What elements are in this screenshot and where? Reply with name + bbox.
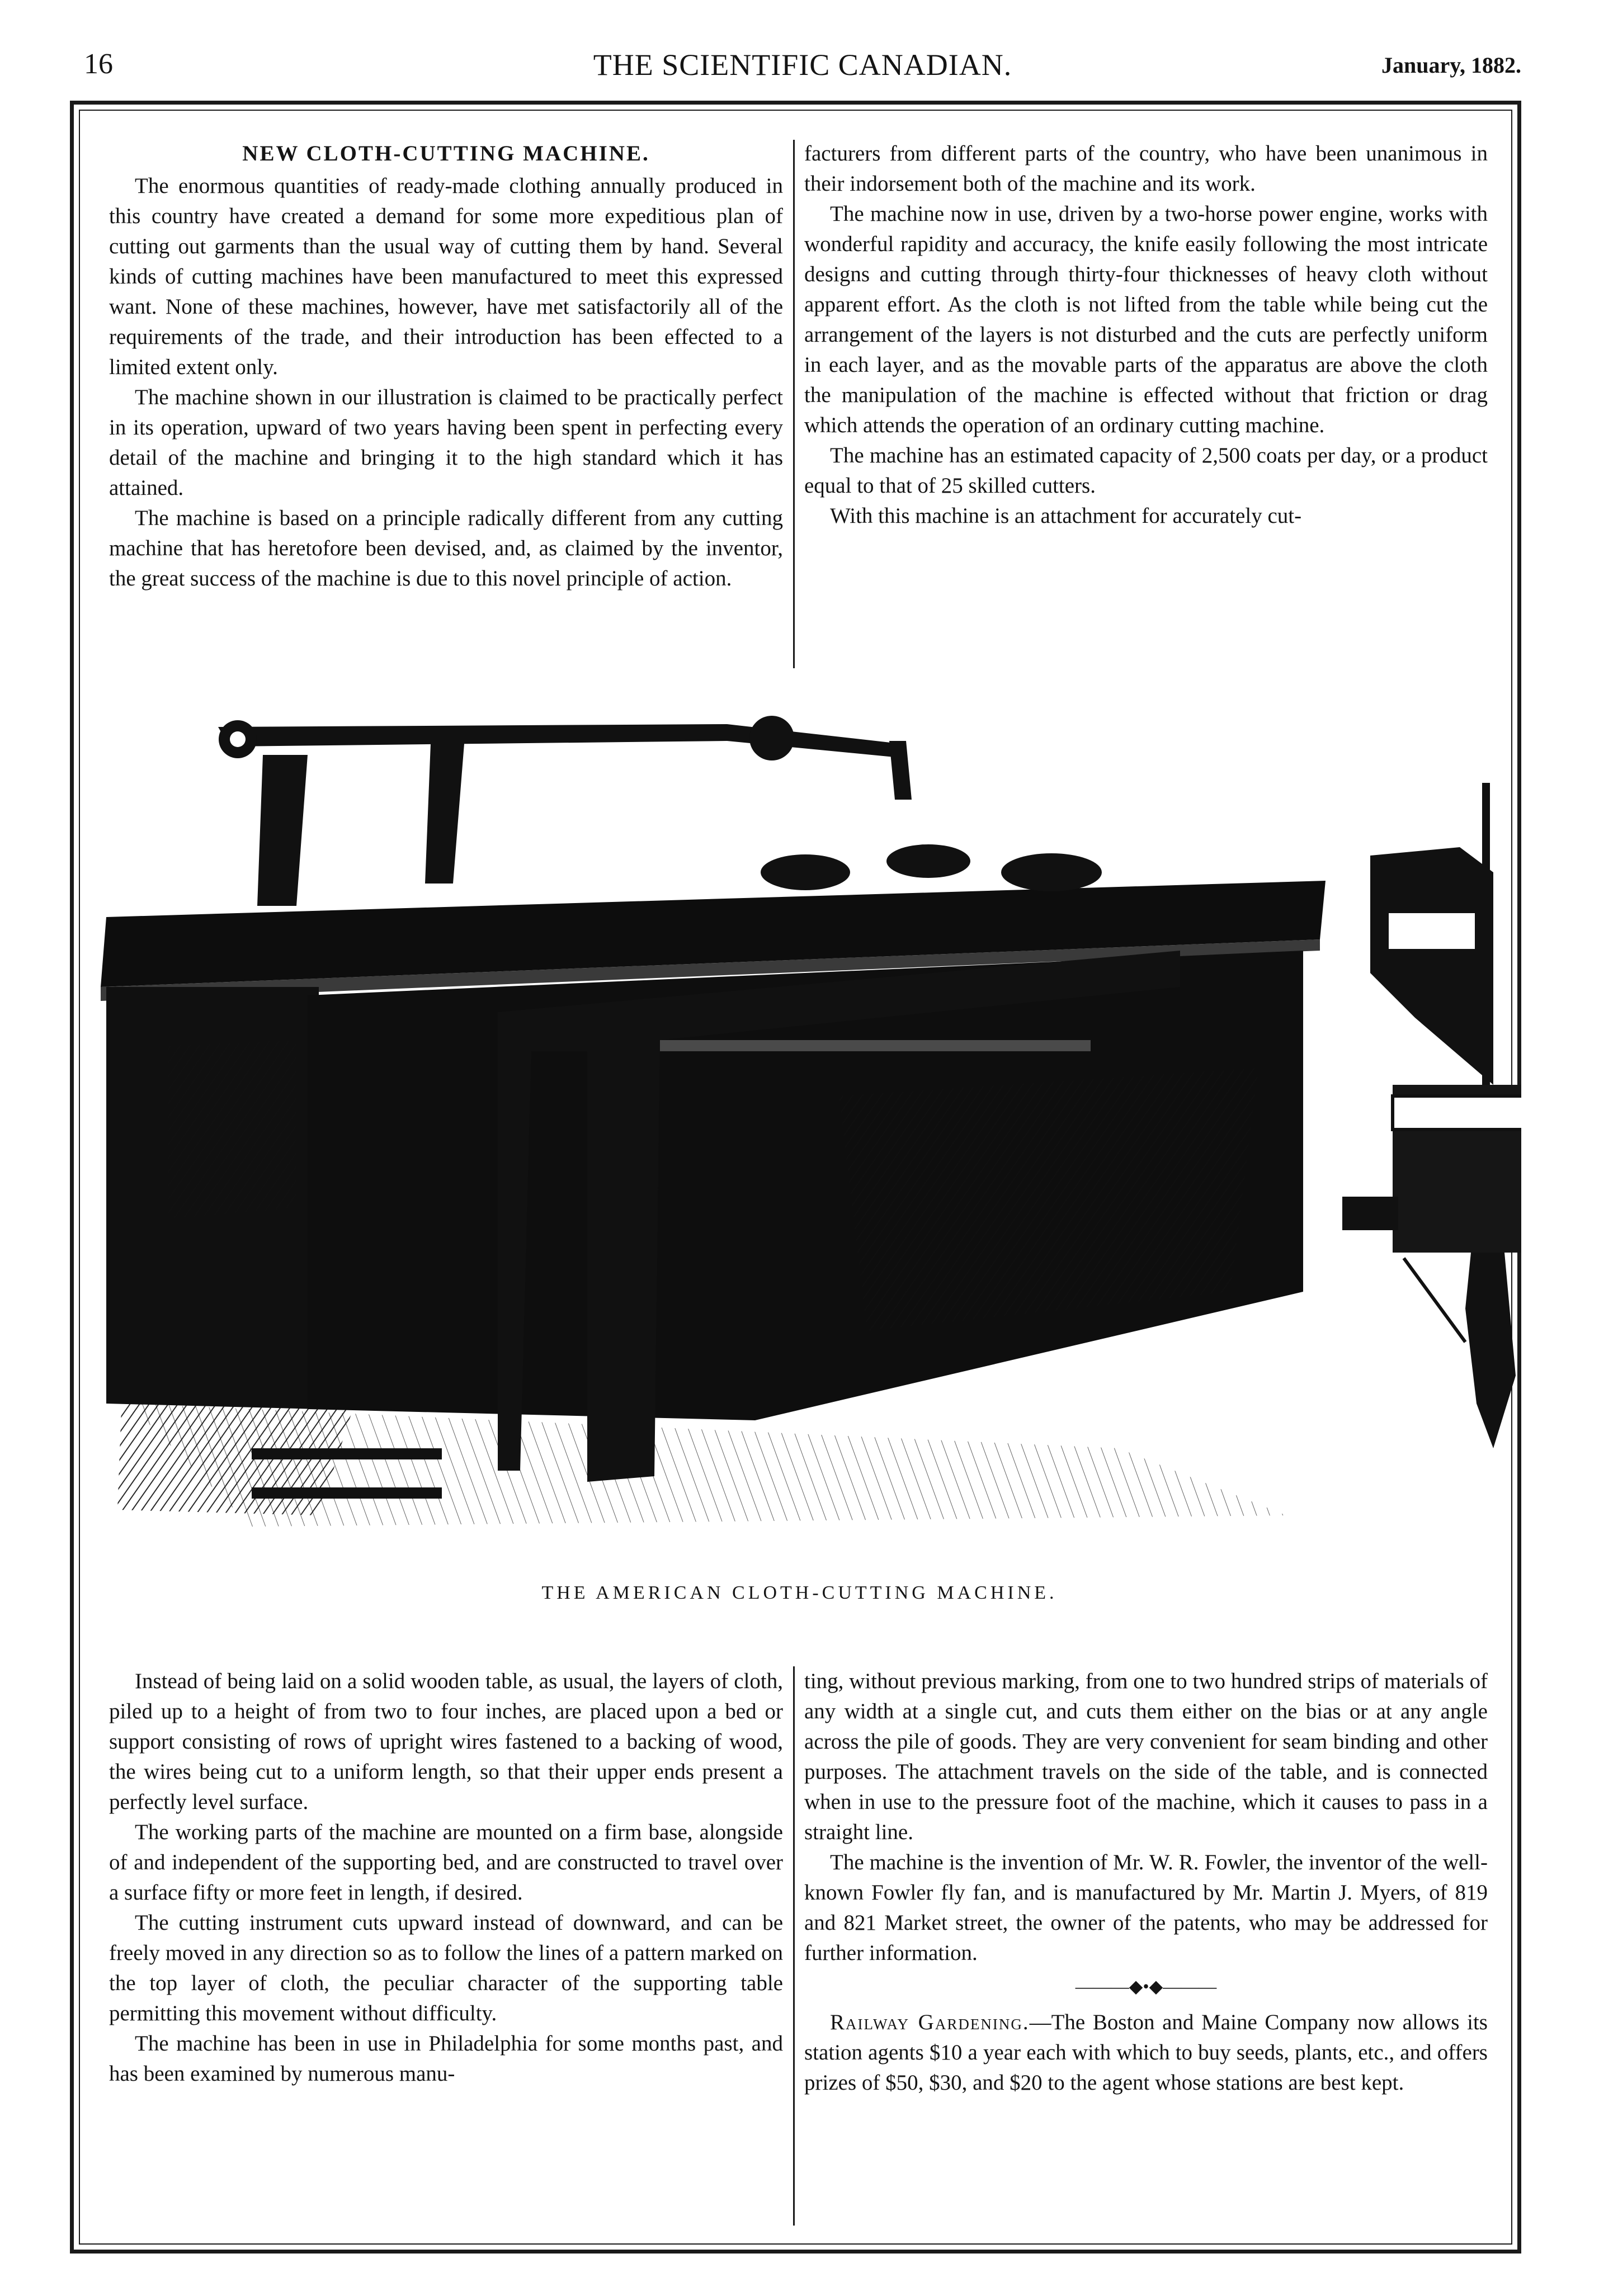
paragraph: The machine shown in our illustration is claimed to be practically perfect in its operation, upward of two years having been spent in perfecting every detail of the machine and bringing it to the high standard which it has attained. — [109, 385, 783, 500]
column-rule — [793, 1666, 795, 2226]
paragraph: The cutting instrument cuts upward instead of downward, and can be freely moved in any direction so as to follow the lines of a pattern marked on the top layer of cloth, the peculiar character of the supporting table permitting this movement without difficulty. — [109, 1911, 783, 2025]
journal-title: THE SCIENTIFIC CANADIAN. — [593, 48, 1012, 82]
paragraph: The working parts of the machine are mounted on a firm base, alongside of and independent of the supporting bed, and are constructed to travel over a surface fifty or more feet in length, if desired. — [109, 1820, 783, 1905]
note-title: Railway Gardening. — [830, 2010, 1030, 2034]
paragraph: The machine now in use, driven by a two-horse power engine, works with wonderful rapidity and accuracy, the knife easily following the most intricate designs and cutting through thirty-four thicknesses of heavy cloth without apparent effort. As the cloth is not lifted from the table while being cut the arrangement of the layers is not disturbed and the cuts are perfectly uniform in each layer, and as the movable parts of the apparatus are above the cloth the manipulation of the machine is effected without that friction or drag which attends the operation of an ordinary cutting machine. — [804, 202, 1488, 437]
paragraph: The machine is the invention of Mr. W. R. Fowler, the inventor of the well-known Fowler fly fan, and is manufactured by Mr. Martin J. Myers, of 819 and 821 Market street, the owner of the patents, who may be addressed for further information. — [804, 1850, 1488, 1965]
section-ornament: ———◆•◆——— — [1075, 1976, 1217, 1996]
article-heading: NEW CLOTH-CUTTING MACHINE. — [242, 141, 650, 166]
running-header — [84, 48, 1521, 87]
note-text: —The Boston and Maine Company now allows its station agents $10 a year each with which to buy seeds, plants, etc., and offers prizes of $50, $30, and $20 to the agent whose stations are best kept. — [804, 2010, 1488, 2095]
paragraph: The machine has been in use in Philadelphia for some months past, and has been examined by numerous manu- — [109, 2032, 783, 2086]
column-bottom-right — [804, 1666, 1488, 2226]
issue-date: January, 1882. — [1381, 53, 1521, 78]
paragraph-continuation: facturers from different parts of the country, who have been unanimous in their indorsement both of the machine and its work. — [804, 141, 1488, 196]
column-top-left — [109, 139, 783, 670]
paragraph: The machine is based on a principle radically different from any cutting machine that has heretofore been devised, and, as claimed by the inventor, the great success of the machine is due to this novel principle of action. — [109, 506, 783, 590]
illustration-caption: THE AMERICAN CLOTH-CUTTING MACHINE. — [541, 1582, 1058, 1603]
column-rule — [793, 140, 795, 668]
note-paragraph — [804, 2007, 1488, 2098]
column-bottom-left — [109, 1666, 783, 2226]
paragraph: Instead of being laid on a solid wooden table, as usual, the layers of cloth, piled up to a height of from two to four inches, are placed upon a bed or support consisting of rows of upright wires fastened to a backing of wood, the wires being cut to a uniform length, so that their upper ends present a perfectly level surface. — [109, 1669, 783, 1814]
paragraph: The machine has an estimated capacity of 2,500 coats per day, or a product equal to that of 25 skilled cutters. — [804, 443, 1488, 498]
paragraph: With this machine is an attachment for accurately cut- — [830, 504, 1302, 528]
paragraph: The enormous quantities of ready-made clothing annually produced in this country have created a demand for some more expeditious plan of cutting out garments than the usual way of cutting them by hand. Several kinds of cutting machines have been manufactured to meet this expressed want. None of these machines, however, have met satisfactorily all of the requirements of the trade, and their introduction has been effected to a limited extent only. — [109, 174, 783, 379]
cloth-cutting-machine-engraving — [84, 705, 1521, 1577]
column-top-right — [804, 139, 1488, 670]
page-number: 16 — [84, 48, 113, 80]
paragraph-continuation: ting, without previous marking, from one to two hundred strips of materials of any width at a single cut, and cuts them either on the bias or at any angle across the pile of goods. They are very convenient for seam binding and other purposes. The attachment travels on the side of the table, and is connected when in use to the pressure foot of the machine, which it causes to pass in a straight line. — [804, 1669, 1488, 1844]
